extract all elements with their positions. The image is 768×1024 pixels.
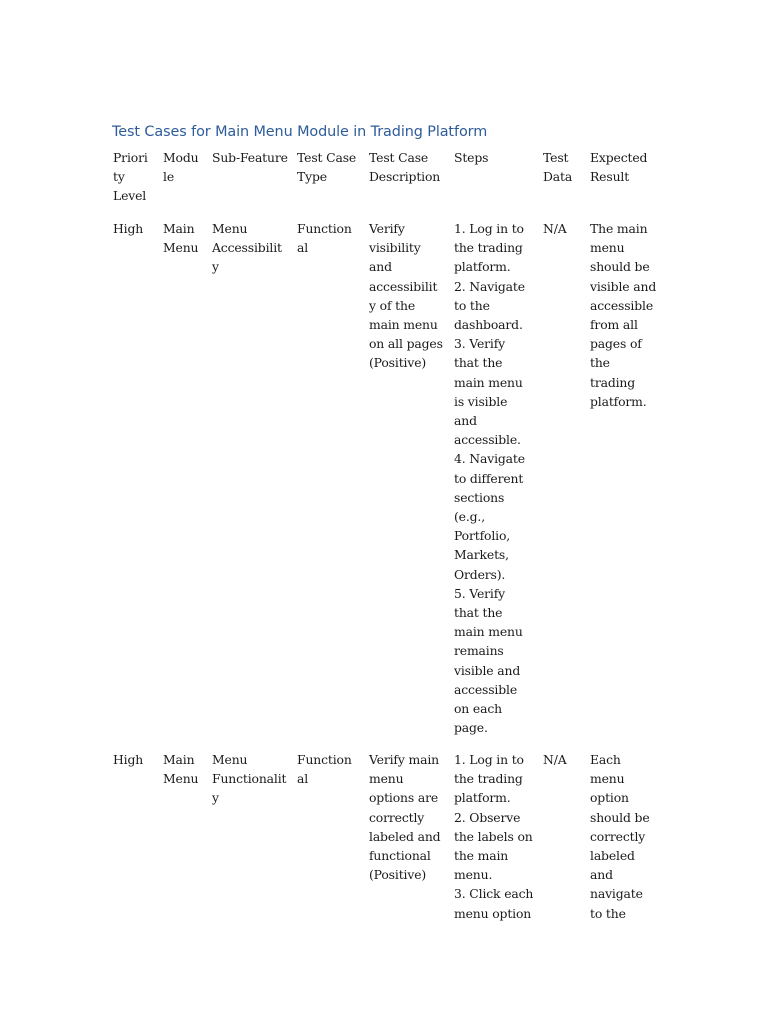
cell-sub-feature: Menu Accessibilit y (212, 221, 282, 275)
cell-type: Function al (297, 752, 352, 787)
cell-sub-feature: Menu Functionalit y (212, 752, 287, 806)
page-title: Test Cases for Main Menu Module in Trading Platform (112, 124, 488, 140)
cell-type: Function al (297, 221, 352, 256)
cell-test-data: N/A (543, 752, 567, 767)
cell-test-data: N/A (543, 221, 567, 236)
header-test-data: Test Data (543, 150, 573, 185)
cell-description: Verify visibility and accessibilit y of the main menu on all pages (Positive) (369, 221, 443, 371)
header-steps: Steps (454, 150, 489, 165)
header-priority-level: Priori ty Level (113, 150, 148, 204)
header-test-case-type: Test Case Type (297, 150, 357, 185)
cell-module: Main Menu (163, 221, 199, 256)
cell-priority: High (113, 221, 144, 236)
cell-description: Verify main menu options are correctly labeled and functional (Positive) (369, 752, 441, 883)
cell-expected-result: The main menu should be visible and accessible from all pages of the trading platform. (590, 221, 657, 409)
cell-module: Main Menu (163, 752, 199, 787)
cell-steps: 1. Log in to the trading platform. 2. Navigate to the dashboard. 3. Verify that the main menu is visible and accessible. 4. Navigate to different sections (e.g., Portfolio, Markets, Orders). 5. Verify that the main menu remains visible and accessible on each page. (454, 221, 525, 736)
header-test-case-description: Test Case Description (369, 150, 441, 185)
header-module: Modu le (163, 150, 199, 185)
cell-steps: 1. Log in to the trading platform. 2. Observe the labels on the main menu. 3. Click each menu option (454, 752, 534, 921)
header-sub-feature: Sub-Feature (212, 150, 288, 165)
cell-priority: High (113, 752, 144, 767)
header-expected-result: Expected Result (590, 150, 648, 185)
cell-expected-result: Each menu option should be correctly labeled and navigate to the (590, 752, 650, 921)
